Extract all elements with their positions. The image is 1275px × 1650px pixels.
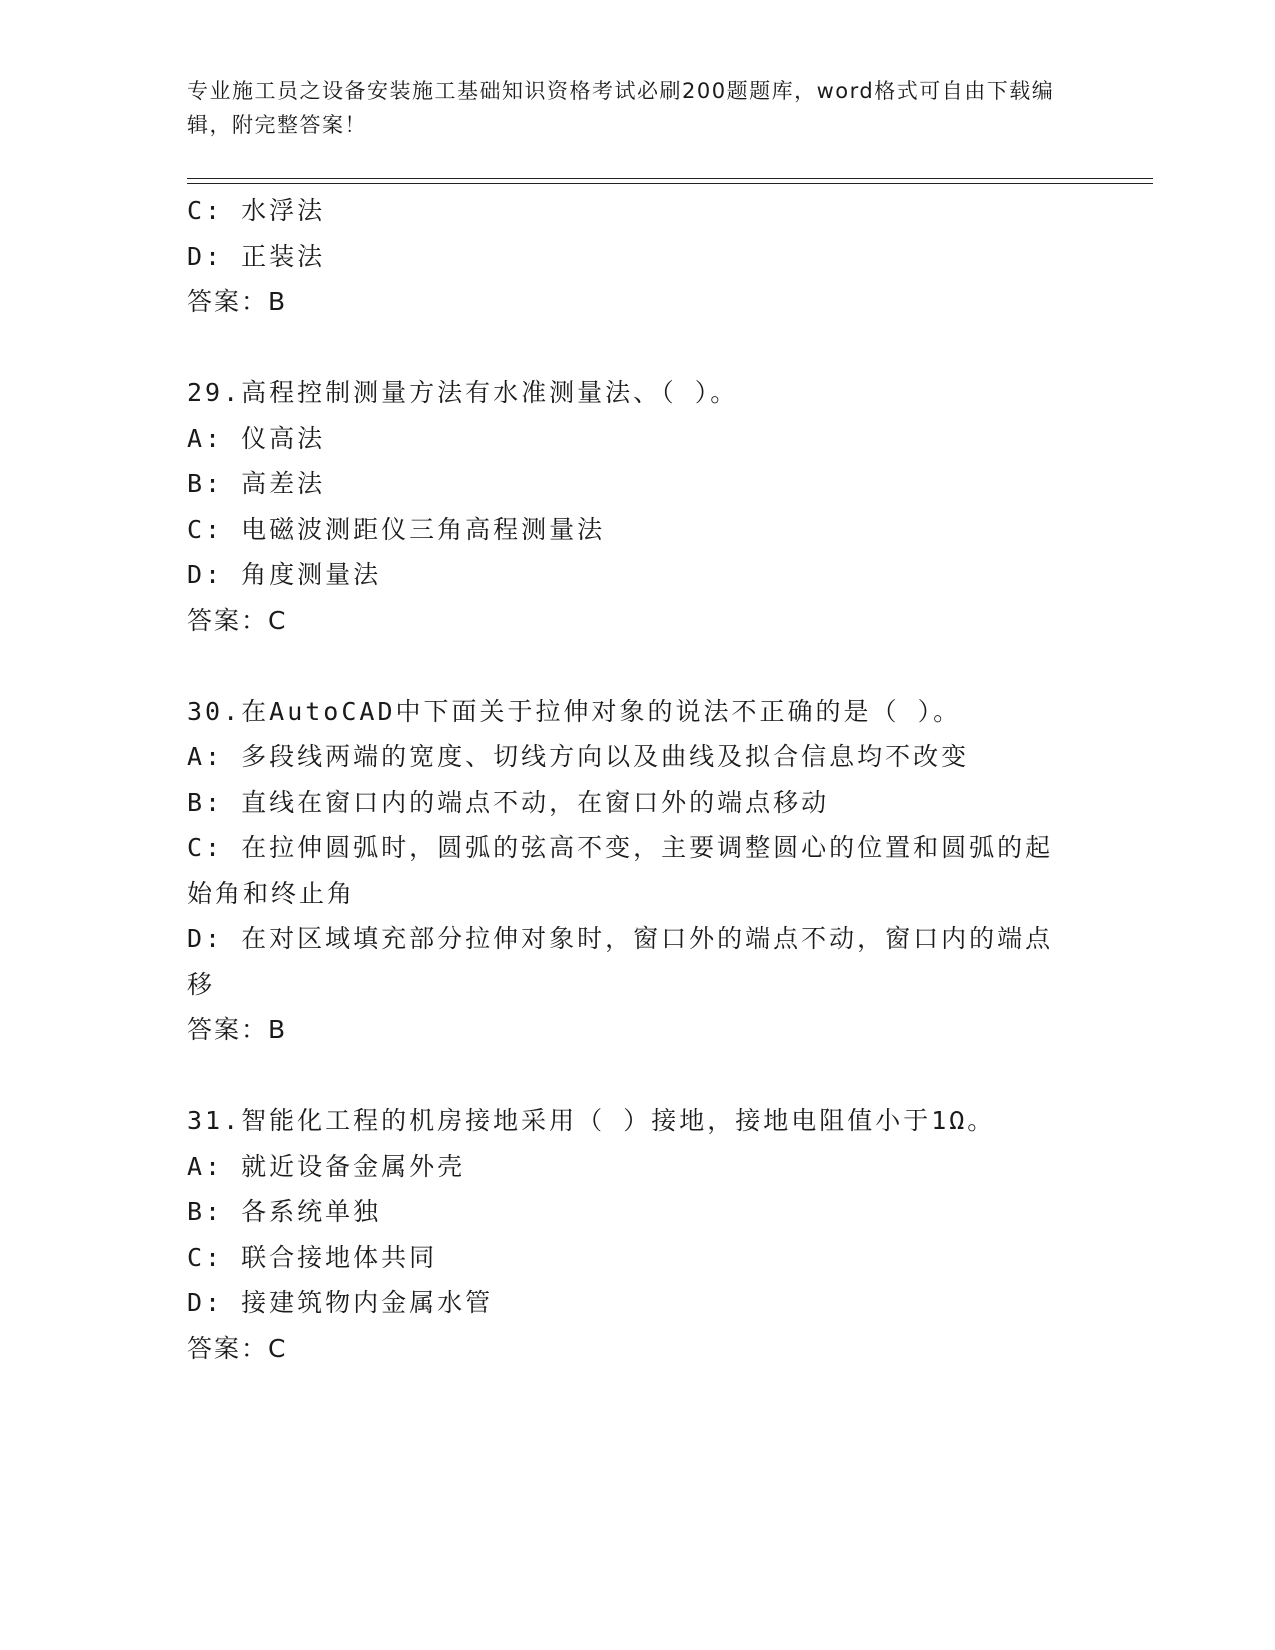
q28-answer: 答案：B [187, 287, 288, 316]
spacer [187, 1053, 1087, 1099]
q31-option-d: D: 接建筑物内金属水管 [187, 1288, 494, 1317]
q30-question: 30.在AutoCAD中下面关于拉伸对象的说法不正确的是（ ）。 [187, 696, 962, 726]
q28-option-d: D: 正装法 [187, 241, 326, 271]
q31-question: 31.智能化工程的机房接地采用（ ）接地，接地电阻值小于1Ω。 [187, 1106, 996, 1135]
q30-option-d-line2: 移 [187, 969, 216, 999]
spacer [187, 325, 1087, 371]
q29-question: 29.高程控制测量方法有水准测量法、（ ）。 [187, 378, 739, 407]
q29-option-c: C: 电磁波测距仪三角高程测量法 [187, 514, 606, 544]
q31-option-c: C: 联合接地体共同 [187, 1242, 438, 1272]
q30-answer: 答案：B [187, 1015, 288, 1044]
q30-option-c-line1: C: 在拉伸圆弧时，圆弧的弦高不变，主要调整圆心的位置和圆弧的起 [187, 833, 1054, 862]
header-rule-bottom [187, 183, 1153, 184]
q31-option-a: A: 就近设备金属外壳 [187, 1151, 466, 1181]
q30-option-c-line2: 始角和终止角 [187, 878, 356, 908]
question-content [187, 188, 1087, 1371]
header-rule-top [187, 178, 1153, 179]
q31-answer: 答案：C [187, 1333, 288, 1363]
q29-option-d: D: 角度测量法 [187, 560, 382, 589]
q28-option-c: C: 水浮法 [187, 196, 326, 225]
q30-option-b: B: 直线在窗口内的端点不动，在窗口外的端点移动 [187, 787, 830, 817]
q29-option-b: B: 高差法 [187, 469, 326, 498]
spacer [187, 643, 1087, 689]
q31-option-b: B: 各系统单独 [187, 1197, 382, 1226]
page-header: 专业施工员之设备安装施工基础知识资格考试必刷200题题库，word格式可自由下载编辑，附完整答案！ [187, 79, 1055, 137]
q30-option-d-line1: D: 在对区域填充部分拉伸对象时，窗口外的端点不动，窗口内的端点 [187, 924, 1054, 953]
q30-option-a: A: 多段线两端的宽度、切线方向以及曲线及拟合信息均不改变 [187, 742, 970, 771]
q29-answer: 答案：C [187, 605, 288, 635]
q29-option-a: A: 仪高法 [187, 423, 326, 453]
